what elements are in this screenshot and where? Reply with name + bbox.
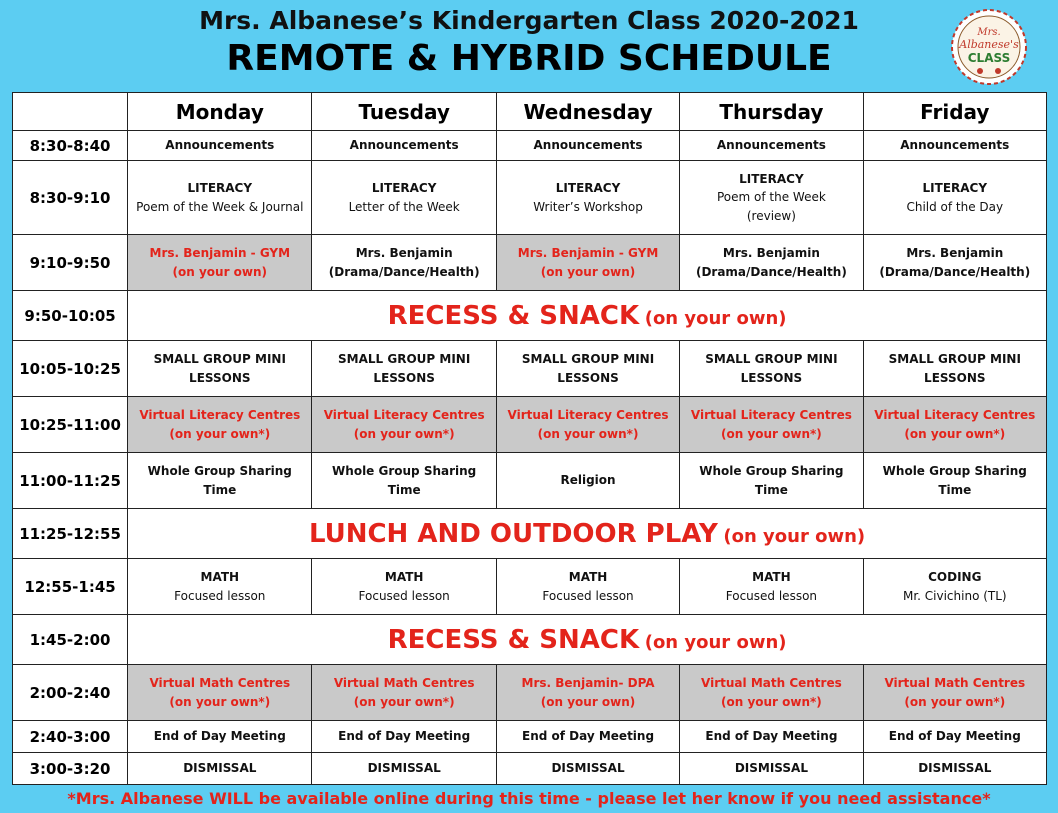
schedule-cell: Virtual Literacy Centres (on your own*) — [680, 397, 863, 453]
day-thursday: Thursday — [680, 93, 863, 131]
time-slot: 3:00-3:20 — [13, 753, 128, 785]
schedule-cell: Mrs. Benjamin- DPA (on your own) — [496, 665, 679, 721]
schedule-cell: SMALL GROUP MINI LESSONS — [312, 341, 496, 397]
schedule-cell: SMALL GROUP MINI LESSONS — [680, 341, 863, 397]
schedule-row — [13, 291, 1047, 341]
time-slot: 9:10-9:50 — [13, 235, 128, 291]
schedule-cell: Mrs. Benjamin (Drama/Dance/Health) — [863, 235, 1046, 291]
schedule-cell: Virtual Literacy Centres (on your own*) — [496, 397, 679, 453]
corner-cell — [13, 93, 128, 131]
schedule-cell: LITERACY Poem of the Week (review) — [680, 161, 863, 235]
time-slot: 1:45-2:00 — [13, 615, 128, 665]
schedule-cell: SMALL GROUP MINI LESSONS — [496, 341, 679, 397]
time-slot: 12:55-1:45 — [13, 559, 128, 615]
svg-text:Mrs.: Mrs. — [977, 27, 1001, 38]
lunch-banner: LUNCH AND OUTDOOR PLAY (on your own) — [128, 509, 1047, 559]
time-slot: 10:05-10:25 — [13, 341, 128, 397]
time-slot: 2:00-2:40 — [13, 665, 128, 721]
schedule-row — [13, 615, 1047, 665]
schedule-cell: Announcements — [863, 131, 1046, 161]
schedule-cell: Whole Group Sharing Time — [680, 453, 863, 509]
schedule-cell: End of Day Meeting — [312, 721, 496, 753]
schedule-cell: DISMISSAL — [128, 753, 312, 785]
schedule-cell: End of Day Meeting — [128, 721, 312, 753]
schedule-cell: MATH Focused lesson — [128, 559, 312, 615]
schedule-cell: Virtual Math Centres (on your own*) — [312, 665, 496, 721]
time-slot: 10:25-11:00 — [13, 397, 128, 453]
schedule-row — [13, 161, 1047, 235]
schedule-cell: DISMISSAL — [312, 753, 496, 785]
schedule-cell: Virtual Literacy Centres (on your own*) — [312, 397, 496, 453]
schedule-cell: Announcements — [496, 131, 679, 161]
day-tuesday: Tuesday — [312, 93, 496, 131]
schedule-row — [13, 131, 1047, 161]
schedule-cell: Religion — [496, 453, 679, 509]
schedule-cell: LITERACY Child of the Day — [863, 161, 1046, 235]
day-friday: Friday — [863, 93, 1046, 131]
svg-text:CLASS: CLASS — [967, 51, 1011, 65]
schedule-cell: LITERACY Writer’s Workshop — [496, 161, 679, 235]
time-slot: 2:40-3:00 — [13, 721, 128, 753]
schedule-cell: DISMISSAL — [496, 753, 679, 785]
schedule-cell: Announcements — [128, 131, 312, 161]
schedule-cell: DISMISSAL — [863, 753, 1046, 785]
schedule-cell: SMALL GROUP MINI LESSONS — [863, 341, 1046, 397]
schedule-row — [13, 665, 1047, 721]
recess-banner: RECESS & SNACK (on your own) — [128, 291, 1047, 341]
schedule-row — [13, 721, 1047, 753]
schedule-cell: SMALL GROUP MINI LESSONS — [128, 341, 312, 397]
time-slot: 8:30-8:40 — [13, 131, 128, 161]
schedule-row — [13, 397, 1047, 453]
schedule-row — [13, 453, 1047, 509]
schedule-cell: Virtual Literacy Centres (on your own*) — [863, 397, 1046, 453]
schedule-row — [13, 753, 1047, 785]
schedule-cell: MATH Focused lesson — [312, 559, 496, 615]
schedule-cell: Virtual Math Centres (on your own*) — [128, 665, 312, 721]
day-monday: Monday — [128, 93, 312, 131]
page-title: Mrs. Albanese’s Kindergarten Class 2020-2021 — [199, 6, 859, 35]
time-slot: 9:50-10:05 — [13, 291, 128, 341]
schedule-table — [12, 92, 1047, 785]
schedule-cell: Virtual Math Centres (on your own*) — [863, 665, 1046, 721]
time-slot: 11:25-12:55 — [13, 509, 128, 559]
footer-note: *Mrs. Albanese WILL be available online during this time - please let her know if you need assistance* — [67, 789, 991, 808]
schedule-cell: MATH Focused lesson — [496, 559, 679, 615]
schedule-cell: Whole Group Sharing Time — [312, 453, 496, 509]
svg-text:Albanese's: Albanese's — [959, 38, 1019, 51]
schedule-cell: Virtual Literacy Centres (on your own*) — [128, 397, 312, 453]
schedule-cell: Mrs. Benjamin - GYM (on your own) — [496, 235, 679, 291]
schedule-cell: End of Day Meeting — [680, 721, 863, 753]
schedule-cell: DISMISSAL — [680, 753, 863, 785]
schedule-cell: Whole Group Sharing Time — [128, 453, 312, 509]
schedule-cell: MATH Focused lesson — [680, 559, 863, 615]
schedule-cell: Announcements — [312, 131, 496, 161]
schedule-cell: End of Day Meeting — [496, 721, 679, 753]
schedule-cell: LITERACY Poem of the Week & Journal — [128, 161, 312, 235]
schedule-row — [13, 509, 1047, 559]
page-subtitle: REMOTE & HYBRID SCHEDULE — [226, 38, 832, 79]
schedule-cell: Virtual Math Centres (on your own*) — [680, 665, 863, 721]
header-row — [13, 93, 1047, 131]
day-wednesday: Wednesday — [496, 93, 679, 131]
schedule-cell: Mrs. Benjamin - GYM (on your own) — [128, 235, 312, 291]
schedule-row — [13, 341, 1047, 397]
schedule-row — [13, 559, 1047, 615]
time-slot: 8:30-9:10 — [13, 161, 128, 235]
recess-banner: RECESS & SNACK (on your own) — [128, 615, 1047, 665]
class-logo — [950, 8, 1028, 86]
header — [0, 0, 1058, 90]
schedule-cell: Mrs. Benjamin (Drama/Dance/Health) — [680, 235, 863, 291]
schedule-cell: LITERACY Letter of the Week — [312, 161, 496, 235]
schedule-cell: Whole Group Sharing Time — [863, 453, 1046, 509]
schedule-cell: Mrs. Benjamin (Drama/Dance/Health) — [312, 235, 496, 291]
schedule-cell: End of Day Meeting — [863, 721, 1046, 753]
schedule-row — [13, 235, 1047, 291]
time-slot: 11:00-11:25 — [13, 453, 128, 509]
schedule-cell: CODING Mr. Civichino (TL) — [863, 559, 1046, 615]
schedule-cell: Announcements — [680, 131, 863, 161]
